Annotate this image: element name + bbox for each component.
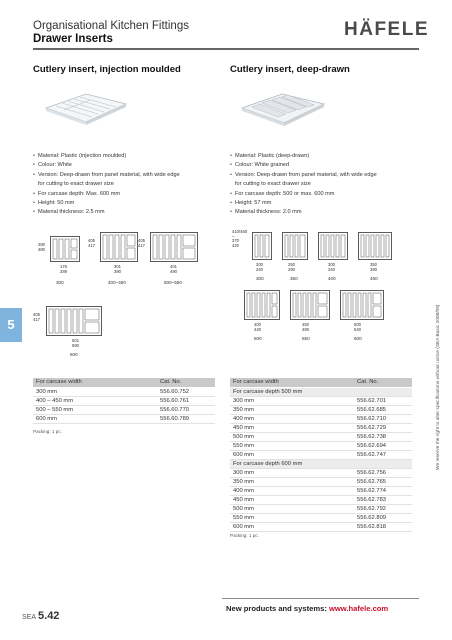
table-cell: 500 mm bbox=[230, 504, 354, 513]
table-cell: 450 mm bbox=[230, 495, 354, 504]
table-header-row bbox=[33, 378, 215, 387]
table-row bbox=[230, 495, 412, 504]
table-row bbox=[230, 396, 412, 405]
table-cell: 556.60.789 bbox=[157, 414, 215, 423]
spec-item: • Material thickness: 2.5 mm bbox=[33, 208, 180, 217]
table-cell: 556.60.752 bbox=[157, 387, 215, 396]
spec-item: • For carcase depth: Max. 600 mm bbox=[33, 190, 180, 199]
footer-divider bbox=[222, 598, 419, 599]
dim-label: 405 417 bbox=[138, 238, 145, 248]
table-cell: 556.62.701 bbox=[354, 396, 412, 405]
drawing-tray-400-450 bbox=[100, 232, 138, 262]
dim-label: 401 490 bbox=[170, 264, 177, 274]
table-cell: 556.60.761 bbox=[157, 396, 215, 405]
size-label: 300 bbox=[56, 280, 64, 285]
footer-label: New products and systems: bbox=[226, 604, 329, 613]
chapter-tab[interactable]: 5 bbox=[0, 308, 22, 342]
left-product-heading: Cutlery insert, injection moulded bbox=[33, 64, 181, 75]
table-row bbox=[33, 405, 215, 414]
deep-drawn-tray-image bbox=[238, 88, 328, 128]
table-cell: 556.62.765 bbox=[354, 477, 412, 486]
drawing-deep-300 bbox=[252, 232, 272, 260]
dim-label: 400 440 bbox=[254, 322, 261, 332]
table-cell: 300 mm bbox=[230, 396, 354, 405]
spec-item: • Version: Deep-drawn from panel material, with wide edge bbox=[230, 171, 377, 180]
drawing-deep-550 bbox=[290, 290, 330, 320]
dim-label: 410/460 – 370 420 bbox=[232, 229, 248, 248]
table-cell: 550 mm bbox=[230, 513, 354, 522]
spec-item: • Material: Plastic (deep-drawn) bbox=[230, 152, 377, 161]
table-row bbox=[230, 504, 412, 513]
drawing-deep-450 bbox=[358, 232, 392, 260]
spec-item: • For carcase depth: 500 or max. 600 mm bbox=[230, 190, 377, 199]
table-cell: 500 mm bbox=[230, 432, 354, 441]
dim-label: 450 490 bbox=[302, 322, 309, 332]
packing-note: Packing: 1 pc. bbox=[230, 533, 259, 538]
table-cell: 350 mm bbox=[230, 405, 354, 414]
spec-item: • Version: Deep-drawn from panel material, with wide edge bbox=[33, 171, 180, 180]
table-cell: 556.60.770 bbox=[157, 405, 215, 414]
table-cell: 400 mm bbox=[230, 486, 354, 495]
table-cell: 300 mm bbox=[230, 468, 354, 477]
table-cell: 500 – 550 mm bbox=[33, 405, 157, 414]
table-row bbox=[33, 396, 215, 405]
table-cell: 556.62.756 bbox=[354, 468, 412, 477]
spec-item: • Material: Plastic (injection moulded) bbox=[33, 152, 180, 161]
spec-item: • Colour: White bbox=[33, 161, 180, 170]
size-label: 400 bbox=[328, 276, 336, 281]
table-row bbox=[230, 513, 412, 522]
size-label: 600 bbox=[354, 336, 362, 341]
size-label: 300 bbox=[256, 276, 264, 281]
page-number bbox=[22, 610, 59, 622]
drawing-deep-350 bbox=[282, 232, 308, 260]
table-header-row bbox=[230, 378, 412, 387]
page-number-value: 5.42 bbox=[38, 610, 60, 622]
section-subtitle: Drawer Inserts bbox=[33, 33, 113, 45]
drawing-tray-300 bbox=[50, 236, 80, 262]
right-spec-list bbox=[230, 152, 377, 218]
dim-label: 501 590 bbox=[72, 338, 79, 348]
table-row bbox=[230, 522, 412, 531]
table-cell: 556.62.783 bbox=[354, 495, 412, 504]
table-row bbox=[33, 387, 215, 396]
table-header-cell: For carcase width bbox=[33, 378, 157, 387]
right-catalogue-table bbox=[230, 378, 412, 532]
drawing-tray-600 bbox=[46, 306, 102, 336]
size-label: 450 bbox=[370, 276, 378, 281]
dim-label: 301 390 bbox=[114, 264, 121, 274]
dim-label: 176 289 bbox=[60, 264, 67, 274]
table-row bbox=[230, 423, 412, 432]
table-row bbox=[230, 486, 412, 495]
table-cell: 600 mm bbox=[230, 450, 354, 459]
table-header-cell: Cat. No. bbox=[354, 378, 412, 387]
table-cell: 450 mm bbox=[230, 423, 354, 432]
left-spec-list bbox=[33, 152, 180, 218]
table-cell: 556.62.738 bbox=[354, 432, 412, 441]
injection-moulded-tray-image bbox=[40, 88, 130, 128]
header-divider bbox=[33, 48, 419, 50]
dim-label: 405 417 bbox=[33, 312, 40, 322]
spec-item: for cutting to exact drawer size bbox=[235, 181, 311, 188]
side-note-text: We reserve the right to alter specifications without notice (SEA Basic 2008/09) bbox=[436, 304, 441, 470]
spec-item: for cutting to exact drawer size bbox=[38, 181, 114, 188]
table-cell: 556.62.685 bbox=[354, 405, 412, 414]
dim-label: 350 390 bbox=[370, 262, 377, 272]
table-cell: 556.62.809 bbox=[354, 513, 412, 522]
table-cell: 556.62.792 bbox=[354, 504, 412, 513]
table-cell: 300 mm bbox=[33, 387, 157, 396]
table-subheader-row bbox=[230, 387, 412, 396]
footer-link[interactable]: www.hafele.com bbox=[328, 604, 389, 613]
table-cell: 556.62.729 bbox=[354, 423, 412, 432]
size-label: 500–550 bbox=[164, 280, 182, 285]
table-cell: 350 mm bbox=[230, 477, 354, 486]
spec-item: • Material thickness: 2.0 mm bbox=[230, 208, 377, 217]
spec-item: • Colour: White grained bbox=[230, 161, 377, 170]
hafele-logo: HÄFELE bbox=[344, 19, 429, 40]
table-row bbox=[230, 432, 412, 441]
spec-item: • Height: 57 mm bbox=[230, 199, 377, 208]
table-row bbox=[33, 414, 215, 423]
table-subheader-row bbox=[230, 459, 412, 468]
table-row bbox=[230, 468, 412, 477]
table-cell: 600 mm bbox=[230, 522, 354, 531]
table-row bbox=[230, 405, 412, 414]
page-prefix: SEA bbox=[22, 614, 37, 621]
table-row bbox=[230, 414, 412, 423]
dim-label: 300 340 bbox=[328, 262, 335, 272]
dim-label: 280 480 bbox=[38, 242, 45, 252]
table-subheader: For carcase depth 500 mm bbox=[230, 387, 412, 396]
size-label: 600 bbox=[70, 352, 78, 357]
size-label: 400–450 bbox=[108, 280, 126, 285]
table-cell: 400 mm bbox=[230, 414, 354, 423]
dim-label: 250 290 bbox=[288, 262, 295, 272]
dim-label: 500 540 bbox=[354, 322, 361, 332]
drawing-deep-400 bbox=[318, 232, 348, 260]
table-cell: 556.62.710 bbox=[354, 414, 412, 423]
table-header-cell: Cat. No. bbox=[157, 378, 215, 387]
drawing-deep-500 bbox=[244, 290, 280, 320]
table-cell: 400 – 450 mm bbox=[33, 396, 157, 405]
size-label: 500 bbox=[254, 336, 262, 341]
spec-item: • Height: 50 mm bbox=[33, 199, 180, 208]
footer-text bbox=[226, 604, 388, 613]
table-row bbox=[230, 450, 412, 459]
packing-note: Packing: 1 pc. bbox=[33, 429, 62, 434]
table-row bbox=[230, 441, 412, 450]
dim-label: 405 417 bbox=[88, 238, 95, 248]
table-cell: 556.62.774 bbox=[354, 486, 412, 495]
table-subheader: For carcase depth 600 mm bbox=[230, 459, 412, 468]
table-cell: 550 mm bbox=[230, 441, 354, 450]
table-cell: 556.62.747 bbox=[354, 450, 412, 459]
left-catalogue-table bbox=[33, 378, 215, 424]
size-label: 550 bbox=[302, 336, 310, 341]
table-row bbox=[230, 477, 412, 486]
dim-label: 200 240 bbox=[256, 262, 263, 272]
drawing-deep-600 bbox=[340, 290, 384, 320]
table-cell: 600 mm bbox=[33, 414, 157, 423]
right-product-heading: Cutlery insert, deep-drawn bbox=[230, 64, 350, 75]
section-title: Organisational Kitchen Fittings bbox=[33, 20, 189, 32]
table-cell: 556.62.694 bbox=[354, 441, 412, 450]
size-label: 350 bbox=[290, 276, 298, 281]
table-cell: 556.62.818 bbox=[354, 522, 412, 531]
table-header-cell: For carcase width bbox=[230, 378, 354, 387]
drawing-tray-500-550 bbox=[150, 232, 198, 262]
